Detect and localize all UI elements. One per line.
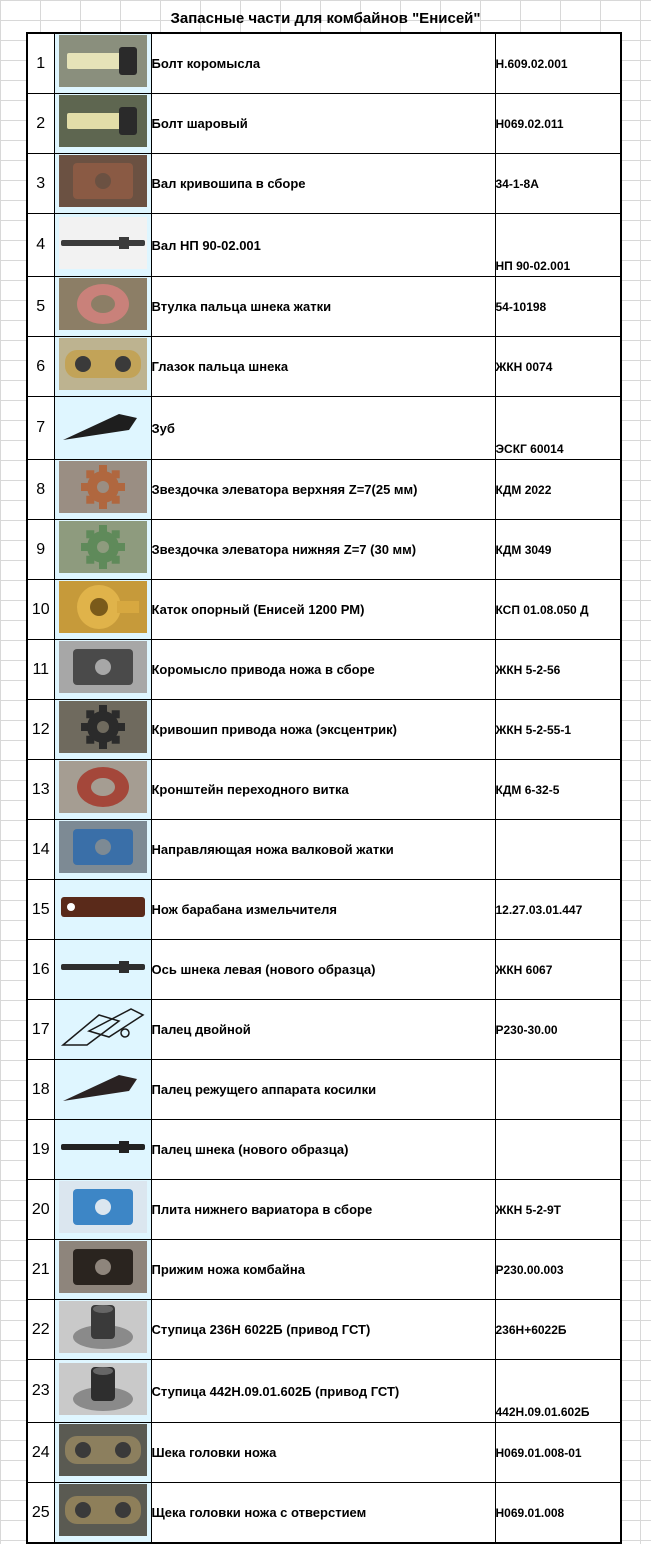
row-number: 14 [27, 820, 54, 880]
row-number: 17 [27, 1000, 54, 1060]
part-name: Палец шнека (нового образца) [151, 1120, 495, 1180]
table-row [27, 1483, 621, 1544]
part-photo-cell [54, 1360, 151, 1423]
part-name: Щека головки ножа с отверстием [151, 1483, 495, 1544]
part-name: Вал кривошипа в сборе [151, 154, 495, 214]
table-row [27, 154, 621, 214]
row-number: 6 [27, 337, 54, 397]
row-number: 2 [27, 94, 54, 154]
auger-finger-icon [59, 1121, 147, 1178]
table-row [27, 760, 621, 820]
part-code: КДМ 2022 [495, 460, 621, 520]
part-photo-cell [54, 1060, 151, 1120]
part-code: 12.27.03.01.447 [495, 880, 621, 940]
part-code: 54-10198 [495, 277, 621, 337]
table-row [27, 700, 621, 760]
part-name: Ось шнека левая (нового образца) [151, 940, 495, 1000]
transition-flight-bracket-icon [59, 761, 147, 818]
support-roller-icon [59, 581, 147, 638]
part-name: Звездочка элеватора нижняя Z=7 (30 мм) [151, 520, 495, 580]
hub-236n-icon [59, 1301, 147, 1358]
part-photo-cell [54, 940, 151, 1000]
part-code: ЖКН 6067 [495, 940, 621, 1000]
part-photo-cell [54, 154, 151, 214]
auger-axle-left-icon [59, 941, 147, 998]
table-row [27, 520, 621, 580]
row-number: 11 [27, 640, 54, 700]
row-number: 5 [27, 277, 54, 337]
part-code: Н069.01.008 [495, 1483, 621, 1544]
part-code [495, 1120, 621, 1180]
part-code: 34-1-8А [495, 154, 621, 214]
part-photo-cell [54, 640, 151, 700]
table-row [27, 1060, 621, 1120]
part-code: Н069.01.008-01 [495, 1423, 621, 1483]
part-name: Болт шаровый [151, 94, 495, 154]
row-number: 4 [27, 214, 54, 277]
table-row [27, 460, 621, 520]
tooth-icon [59, 400, 147, 457]
part-code: ЖКН 5-2-9Т [495, 1180, 621, 1240]
part-name: Глазок пальца шнека [151, 337, 495, 397]
part-name: Вал НП 90-02.001 [151, 214, 495, 277]
row-number: 15 [27, 880, 54, 940]
part-name: Зуб [151, 397, 495, 460]
row-number: 12 [27, 700, 54, 760]
table-row [27, 640, 621, 700]
table-row [27, 1120, 621, 1180]
knife-drive-crank-icon [59, 701, 147, 758]
hub-442n-icon [59, 1363, 147, 1420]
part-photo-cell [54, 460, 151, 520]
ball-bolt-icon [59, 95, 147, 152]
part-photo-cell [54, 277, 151, 337]
part-photo-cell [54, 1000, 151, 1060]
row-number: 13 [27, 760, 54, 820]
part-name: Каток опорный (Енисей 1200 РМ) [151, 580, 495, 640]
part-name: Плита нижнего вариатора в сборе [151, 1180, 495, 1240]
part-code: Н.609.02.001 [495, 33, 621, 94]
part-photo-cell [54, 1240, 151, 1300]
row-number: 19 [27, 1120, 54, 1180]
part-photo-cell [54, 760, 151, 820]
part-name: Шека головки ножа [151, 1423, 495, 1483]
part-name: Ступица 442Н.09.01.602Б (привод ГСТ) [151, 1360, 495, 1423]
part-name: Палец двойной [151, 1000, 495, 1060]
part-code: Р230.00.003 [495, 1240, 621, 1300]
part-code: ЖКН 5-2-56 [495, 640, 621, 700]
part-photo-cell [54, 1180, 151, 1240]
part-photo-cell [54, 880, 151, 940]
auger-finger-bushing-icon [59, 278, 147, 335]
table-row [27, 277, 621, 337]
part-code [495, 820, 621, 880]
part-name: Нож барабана измельчителя [151, 880, 495, 940]
part-code: ЖКН 5-2-55-1 [495, 700, 621, 760]
crank-shaft-assembly-icon [59, 155, 147, 212]
parts-table [26, 32, 622, 1544]
table-row [27, 880, 621, 940]
auger-finger-eyelet-icon [59, 338, 147, 395]
part-code: 236Н+6022Б [495, 1300, 621, 1360]
part-name: Палец режущего аппарата косилки [151, 1060, 495, 1120]
table-row [27, 214, 621, 277]
part-name: Болт коромысла [151, 33, 495, 94]
table-row [27, 94, 621, 154]
parts-table-body [27, 33, 621, 1543]
part-photo-cell [54, 337, 151, 397]
row-number: 22 [27, 1300, 54, 1360]
table-row [27, 820, 621, 880]
part-name: Прижим ножа комбайна [151, 1240, 495, 1300]
part-code: ЖКН 0074 [495, 337, 621, 397]
double-finger-icon [59, 1001, 147, 1058]
table-row [27, 1180, 621, 1240]
row-number: 23 [27, 1360, 54, 1423]
row-number: 20 [27, 1180, 54, 1240]
table-row [27, 1240, 621, 1300]
elevator-sprocket-upper-icon [59, 461, 147, 518]
part-name: Ступица 236Н 6022Б (привод ГСТ) [151, 1300, 495, 1360]
row-number: 9 [27, 520, 54, 580]
chopper-drum-knife-icon [59, 881, 147, 938]
part-photo-cell [54, 397, 151, 460]
row-number: 7 [27, 397, 54, 460]
part-photo-cell [54, 214, 151, 277]
row-number: 25 [27, 1483, 54, 1544]
elevator-sprocket-lower-icon [59, 521, 147, 578]
part-name: Кронштейн переходного витка [151, 760, 495, 820]
table-row [27, 337, 621, 397]
windrower-knife-guide-icon [59, 821, 147, 878]
table-row [27, 580, 621, 640]
part-photo-cell [54, 700, 151, 760]
part-code: 442Н.09.01.602Б [495, 1360, 621, 1423]
table-row [27, 1423, 621, 1483]
row-number: 16 [27, 940, 54, 1000]
table-row [27, 940, 621, 1000]
row-number: 18 [27, 1060, 54, 1120]
part-name: Звездочка элеватора верхняя Z=7(25 мм) [151, 460, 495, 520]
part-name: Направляющая ножа валковой жатки [151, 820, 495, 880]
row-number: 21 [27, 1240, 54, 1300]
part-code: ЭСКГ 60014 [495, 397, 621, 460]
knife-drive-rocker-icon [59, 641, 147, 698]
part-code: КДМ 3049 [495, 520, 621, 580]
table-row [27, 33, 621, 94]
part-name: Втулка пальца шнека жатки [151, 277, 495, 337]
table-row [27, 397, 621, 460]
part-photo-cell [54, 1483, 151, 1544]
row-number: 24 [27, 1423, 54, 1483]
part-photo-cell [54, 1300, 151, 1360]
part-code: Н069.02.011 [495, 94, 621, 154]
row-number: 8 [27, 460, 54, 520]
bolt-rocker-icon [59, 35, 147, 92]
part-name: Кривошип привода ножа (эксцентрик) [151, 700, 495, 760]
part-photo-cell [54, 520, 151, 580]
table-row [27, 1300, 621, 1360]
row-number: 10 [27, 580, 54, 640]
table-row [27, 1000, 621, 1060]
combine-knife-clamp-icon [59, 1241, 147, 1298]
part-photo-cell [54, 1120, 151, 1180]
mower-cutter-finger-icon [59, 1061, 147, 1118]
knife-head-cheek-icon [59, 1424, 147, 1481]
part-photo-cell [54, 33, 151, 94]
part-photo-cell [54, 820, 151, 880]
part-photo-cell [54, 580, 151, 640]
row-number: 3 [27, 154, 54, 214]
part-code [495, 1060, 621, 1120]
part-code: КДМ 6-32-5 [495, 760, 621, 820]
part-photo-cell [54, 1423, 151, 1483]
part-code: НП 90-02.001 [495, 214, 621, 277]
part-name: Коромысло привода ножа в сборе [151, 640, 495, 700]
lower-variator-plate-icon [59, 1181, 147, 1238]
part-photo-cell [54, 94, 151, 154]
page-title: Запасные части для комбайнов "Енисей" [170, 10, 481, 27]
part-code: КСП 01.08.050 Д [495, 580, 621, 640]
table-row [27, 1360, 621, 1423]
shaft-icon [59, 217, 147, 274]
knife-head-cheek-hole-icon [59, 1484, 147, 1541]
part-code: Р230-30.00 [495, 1000, 621, 1060]
row-number: 1 [27, 33, 54, 94]
